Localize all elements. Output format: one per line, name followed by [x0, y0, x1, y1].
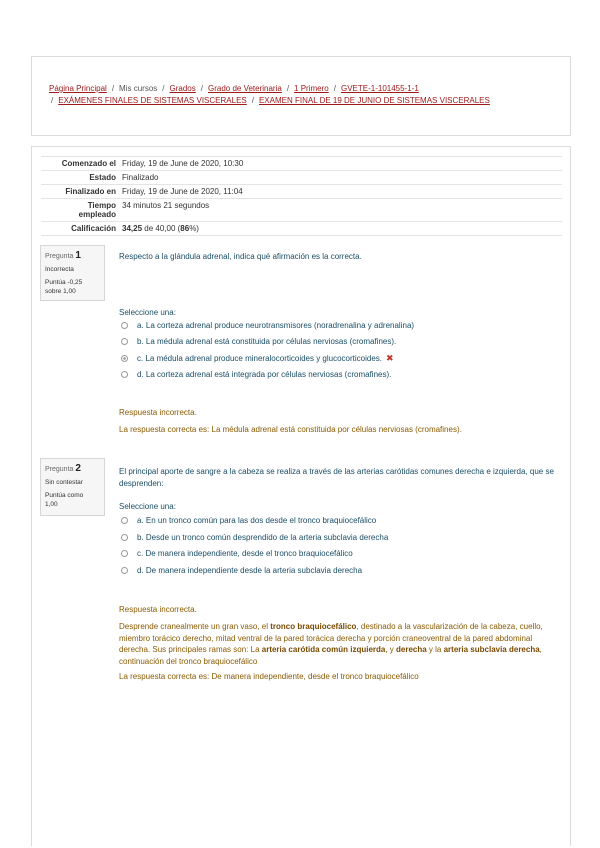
- question-2-explanation: [119, 621, 564, 667]
- grade-value: [119, 222, 562, 236]
- option-label: a. En un tronco común para las dos desde el tronco braquiocefálico: [137, 516, 377, 525]
- time-label: [41, 199, 119, 222]
- summary-row-started: [41, 157, 562, 171]
- incorrect-icon: ✖: [386, 353, 394, 363]
- breadcrumb-my-courses: Mis cursos: [119, 84, 158, 93]
- radio-button-selected[interactable]: [121, 355, 128, 362]
- question-1-feedback-title: Respuesta incorrecta.: [119, 408, 197, 417]
- breadcrumb-separator: /: [286, 84, 290, 93]
- explanation-text: Desprende cranealmente un gran vaso, el: [119, 622, 271, 631]
- started-value: Friday, 19 de June de 2020, 10:30: [119, 157, 562, 171]
- grade-score: 34,25: [122, 224, 143, 233]
- attempt-summary: [41, 156, 562, 236]
- option-label: b. Desde un tronco común desprendido de la arteria subclavia derecha: [137, 533, 389, 542]
- summary-row-grade: [41, 222, 562, 236]
- question-2-correct-answer: La respuesta correcta es: De manera independiente, desde el tronco braquiocefálico: [119, 672, 419, 681]
- breadcrumb-separator: /: [162, 84, 165, 93]
- radio-button[interactable]: [121, 371, 128, 378]
- state-label: Estado: [41, 171, 119, 185]
- question-2-info: [40, 458, 105, 516]
- explanation-bold: derecha: [396, 645, 427, 654]
- explanation-bold: arteria subclavia derecha: [443, 645, 540, 654]
- radio-button[interactable]: [121, 517, 128, 524]
- question-1-option-c[interactable]: [121, 353, 394, 364]
- breadcrumb-home-link[interactable]: Página Principal: [49, 84, 107, 93]
- question-2-option-b[interactable]: [121, 533, 388, 542]
- breadcrumb-separator: /: [111, 84, 115, 93]
- question-1-text: Respecto a la glándula adrenal, indica qué afirmación es la correcta.: [119, 252, 362, 261]
- summary-row-finished: [41, 185, 562, 199]
- question-2-text: El principal aporte de sangre a la cabeza se realiza a través de las arterias carótidas comunes derecha e izquierda, que se desprenden:: [119, 467, 554, 488]
- option-label: d. De manera independiente desde la arteria subclavia derecha: [137, 566, 363, 575]
- summary-row-state: [41, 171, 562, 185]
- breadcrumb-grados-link[interactable]: Grados: [169, 84, 196, 93]
- started-label: Comenzado el: [41, 157, 119, 171]
- finished-label: Finalizado en: [41, 185, 119, 199]
- quiz-review: [31, 146, 571, 846]
- breadcrumb-separator: /: [51, 96, 54, 105]
- explanation-text: y la: [426, 645, 444, 654]
- grade-mid: de 40,00 (: [142, 224, 181, 233]
- question-grade-line-2: sobre 1,00: [45, 288, 76, 295]
- question-label: Pregunta: [45, 253, 74, 260]
- breadcrumb-veterinaria-link[interactable]: Grado de Veterinaria: [207, 84, 282, 93]
- grade-percent: 86: [180, 224, 190, 233]
- radio-button[interactable]: [121, 338, 128, 345]
- question-1-option-a[interactable]: [121, 321, 414, 330]
- question-grade-line-1: Puntúa -0,25: [45, 279, 83, 286]
- summary-row-time: [41, 199, 562, 222]
- explanation-text: , y: [385, 645, 397, 654]
- explanation-bold: arteria carótida común izquierda: [261, 645, 386, 654]
- finished-value: Friday, 19 de June de 2020, 11:04: [119, 185, 562, 199]
- question-1-option-d[interactable]: [121, 370, 391, 379]
- state-value: Finalizado: [119, 171, 562, 185]
- grade-label: Calificación: [41, 222, 119, 236]
- breadcrumb-row-1: [49, 84, 419, 93]
- question-1-prompt: Seleccione una:: [119, 308, 176, 317]
- question-2-grade: [45, 491, 100, 509]
- breadcrumb-separator: /: [200, 84, 203, 93]
- question-2-status: Sin contestar: [45, 479, 83, 486]
- breadcrumb: [31, 56, 571, 136]
- breadcrumb-row-2: [51, 96, 490, 105]
- radio-button[interactable]: [121, 550, 128, 557]
- question-1-grade: [45, 278, 100, 296]
- question-number-value: 1: [75, 250, 81, 261]
- question-2-option-d[interactable]: [121, 566, 362, 575]
- breadcrumb-exams-link[interactable]: EXÁMENES FINALES DE SISTEMAS VISCERALES: [58, 96, 247, 105]
- question-label: Pregunta: [45, 466, 74, 473]
- question-2-number: [45, 463, 100, 474]
- breadcrumb-primero-link[interactable]: 1 Primero: [294, 84, 329, 93]
- radio-button[interactable]: [121, 534, 128, 541]
- breadcrumb-separator: /: [333, 84, 336, 93]
- time-value: 34 minutos 21 segundos: [119, 199, 562, 222]
- question-1-status: Incorrecta: [45, 266, 74, 273]
- time-label-line-1: Tiempo: [87, 201, 116, 210]
- option-label: c. De manera independiente, desde el tronco braquiocefálico: [137, 549, 353, 558]
- explanation-text: , destinado a la vascularización de la cabeza, cuello, miembro torácico derecho, mitad ventral de la pared torácica derecha y porción craneoventral de la pared abdominal derecha. Sus principales ramas son: La: [119, 622, 543, 654]
- radio-button[interactable]: [121, 322, 128, 329]
- radio-button[interactable]: [121, 567, 128, 574]
- question-2-option-a[interactable]: [121, 516, 376, 525]
- question-grade-line-2: 1,00: [45, 501, 58, 508]
- option-label: b. La médula adrenal está constituida por células nerviosas (cromafines).: [137, 337, 397, 346]
- question-2-prompt: Seleccione una:: [119, 502, 176, 511]
- question-1-number: [45, 250, 100, 261]
- breadcrumb-exam-link[interactable]: EXAMEN FINAL DE 19 DE JUNIO DE SISTEMAS VISCERALES: [258, 96, 490, 105]
- explanation-text: , continuación del tronco braquiocefálico: [119, 645, 542, 666]
- question-1-correct-answer: La respuesta correcta es: La médula adrenal está constituida por células nerviosas (cromafines).: [119, 425, 462, 434]
- question-1-info: [40, 245, 105, 301]
- option-label: d. La corteza adrenal está integrada por células nerviosas (cromafines).: [137, 370, 392, 379]
- question-grade-line-1: Puntúa como: [45, 492, 84, 499]
- explanation-bold: tronco braquiocefálico: [270, 622, 357, 631]
- grade-end: %): [189, 224, 199, 233]
- question-2-feedback-title: Respuesta incorrecta.: [119, 605, 197, 614]
- time-label-line-2: empleado: [78, 210, 116, 219]
- question-number-value: 2: [75, 463, 81, 474]
- question-1-option-b[interactable]: [121, 337, 396, 346]
- question-2-option-c[interactable]: [121, 549, 353, 558]
- option-label: c. La médula adrenal produce mineralocorticoides y glucocorticoides.: [137, 354, 383, 363]
- breadcrumb-course-link[interactable]: GVETE-1-101455-1-1: [340, 84, 419, 93]
- option-label: a. La corteza adrenal produce neurotransmisores (noradrenalina y adrenalina): [137, 321, 415, 330]
- breadcrumb-separator: /: [251, 96, 254, 105]
